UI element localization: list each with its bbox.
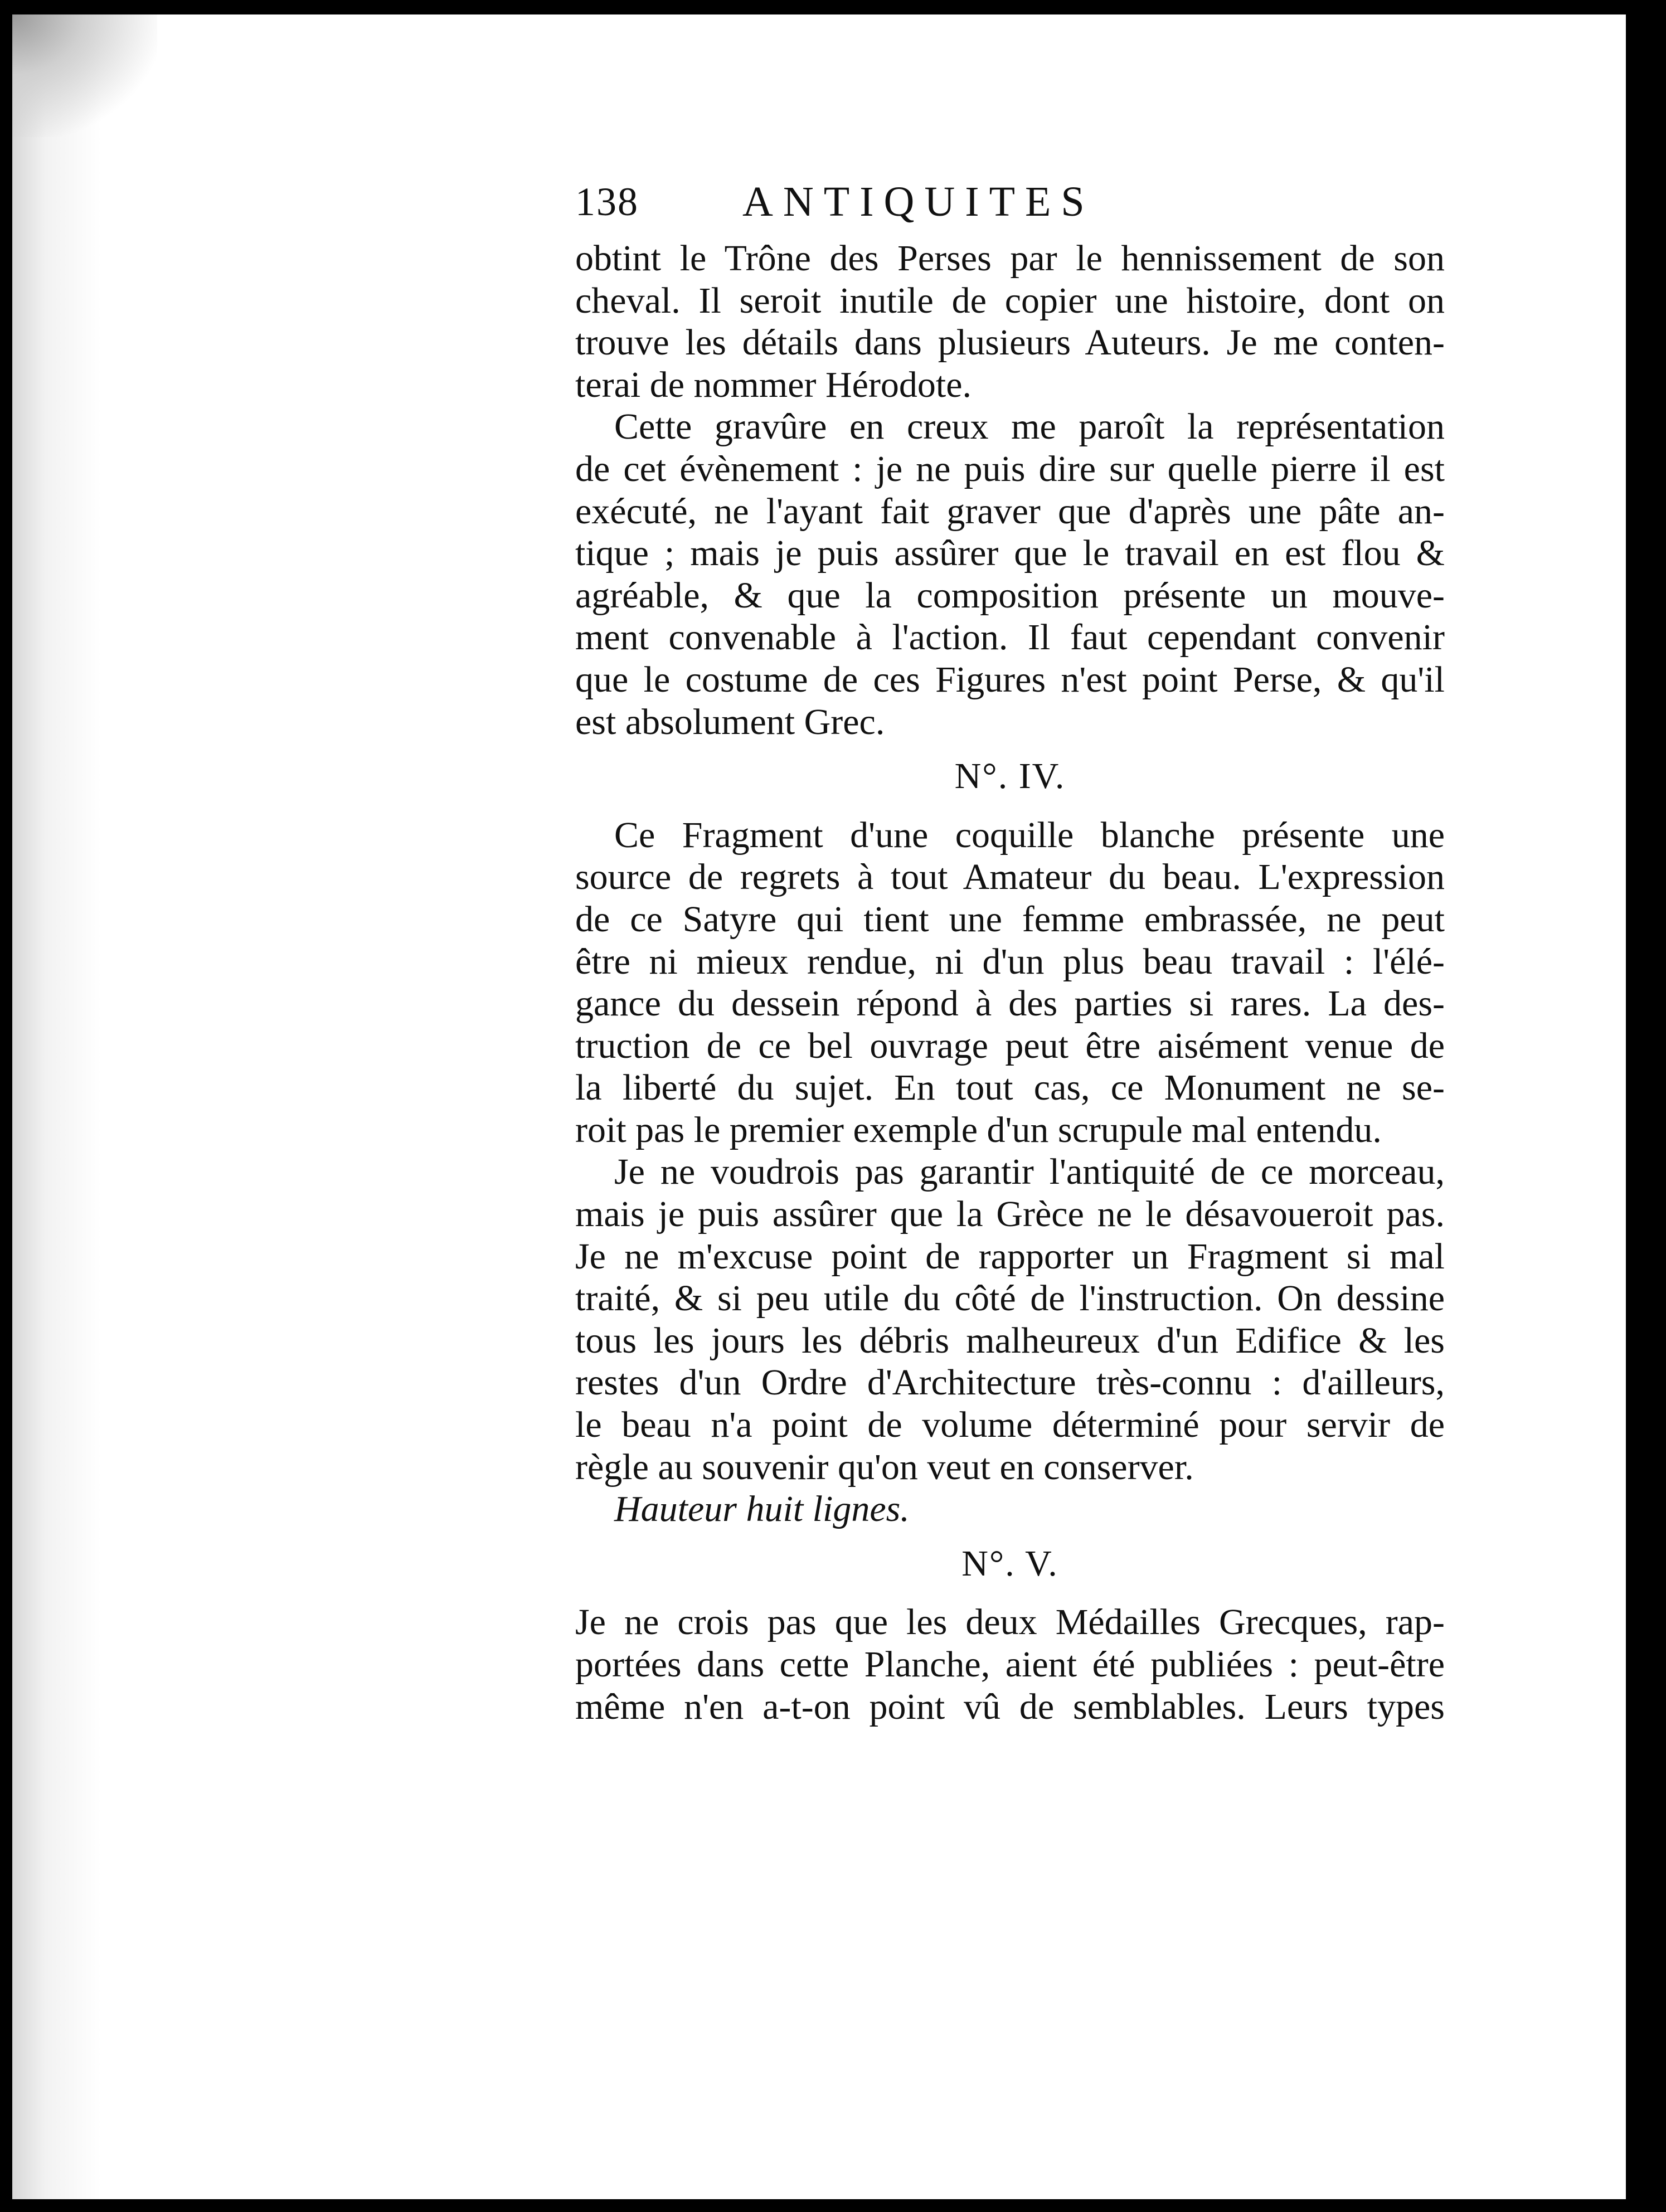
text-line: Je ne voudrois pas garantir l'antiquité de ce morceau,	[614, 1151, 1445, 1193]
text-line: mais je puis assûrer que la Grèce ne le désavoueroit pas.	[575, 1194, 1445, 1235]
text-line: Hauteur huit lignes.	[614, 1489, 910, 1530]
text-line: ment convenable à l'action. Il faut cependant convenir	[575, 617, 1445, 658]
text-line: tous les jours les débris malheureux d'un Edifice & les	[575, 1320, 1445, 1361]
text-line: Cette gravûre en creux me paroît la représentation	[614, 406, 1445, 448]
text-line: cheval. Il seroit inutile de copier une histoire, dont on	[575, 280, 1445, 321]
text-line: Je ne crois pas que les deux Médailles Grecques, rap-	[575, 1602, 1445, 1643]
paragraph-5	[575, 1601, 1445, 1728]
text-line: est absolument Grec.	[575, 701, 885, 742]
paragraph-3	[575, 814, 1445, 1151]
text-line: gance du dessein répond à des parties si rares. La des-	[575, 983, 1445, 1024]
text-line: être ni mieux rendue, ni d'un plus beau travail : l'élé-	[575, 941, 1445, 982]
text-line: truction de ce bel ouvrage peut être aisément venue de	[575, 1025, 1445, 1066]
text-line: agréable, & que la composition présente un mouve-	[575, 575, 1445, 616]
text-line: Ce Fragment d'une coquille blanche présente une	[614, 814, 1445, 855]
section-heading-iv: N°. IV.	[954, 756, 1066, 797]
text-line: exécuté, ne l'ayant fait graver que d'après une pâte an-	[575, 490, 1445, 532]
text-line: la liberté du sujet. En tout cas, ce Monument ne se-	[575, 1067, 1445, 1109]
text-line: tique ; mais je puis assûrer que le travail en est flou &	[575, 533, 1445, 574]
text-line: roit pas le premier exemple d'un scrupule mal entendu.	[575, 1109, 1382, 1150]
text-line: restes d'un Ordre d'Architecture très-connu : d'ailleurs,	[575, 1362, 1445, 1403]
dimension-note	[575, 1488, 1445, 1530]
running-title: ANTIQUITES	[742, 178, 1095, 225]
page-header	[575, 168, 1266, 235]
paragraph-4	[575, 1151, 1445, 1488]
text-line: même n'en a-t-on point vû de semblables. Leurs types	[575, 1686, 1445, 1727]
text-line: terai de nommer Hérodote.	[575, 364, 972, 405]
text-line: portées dans cette Planche, aient été publiées : peut-être	[575, 1644, 1445, 1685]
book-page	[12, 14, 1626, 2199]
page-binding-shadow	[12, 14, 146, 2199]
text-line: trouve les détails dans plusieurs Auteurs. Je me conten-	[575, 322, 1445, 363]
body-text	[575, 237, 1445, 1728]
page-corner-stain	[12, 14, 157, 137]
paragraph-2	[575, 406, 1445, 743]
text-line: le beau n'a point de volume déterminé pour servir de	[575, 1404, 1445, 1446]
text-line: de cet évènement : je ne puis dire sur quelle pierre il est	[575, 448, 1445, 489]
text-line: que le costume de ces Figures n'est point Perse, & qu'il	[575, 659, 1445, 700]
text-line: traité, & si peu utile du côté de l'instruction. On dessine	[575, 1278, 1445, 1319]
paragraph-1	[575, 237, 1445, 406]
text-line: de ce Satyre qui tient une femme embrassée, ne peut	[575, 898, 1445, 940]
text-line: source de regrets à tout Amateur du beau. L'expression	[575, 857, 1445, 898]
text-line: règle au souvenir qu'on veut en conserver.	[575, 1446, 1194, 1487]
text-line: Je ne m'excuse point de rapporter un Fragment si mal	[575, 1236, 1445, 1277]
section-heading-v: N°. V.	[961, 1543, 1058, 1584]
text-line: obtint le Trône des Perses par le hennissement de son	[575, 238, 1445, 279]
page-number: 138	[575, 179, 639, 224]
